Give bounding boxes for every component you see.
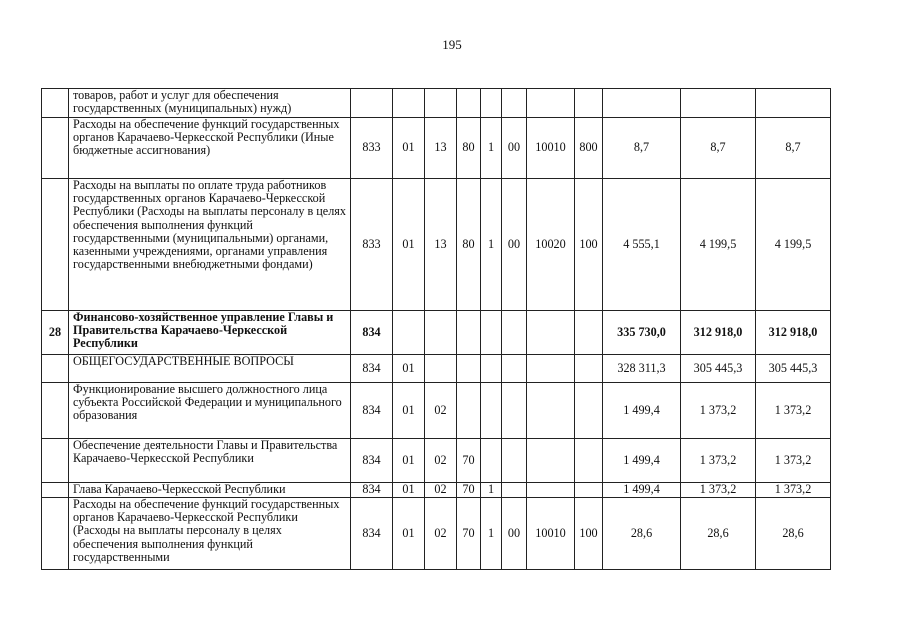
row-number-cell	[42, 498, 69, 570]
table-row	[42, 179, 831, 311]
row-name-cell: Расходы на обеспечение функций государственных органов Карачаево-Черкесской Республики (Расходы на выплаты персоналу в целях обеспечения выполнения функций государственными	[69, 498, 351, 570]
amount-year-2-cell: 1 373,2	[681, 383, 756, 439]
amount-year-1-cell: 1 499,4	[603, 439, 681, 483]
row-name-cell: Глава Карачаево-Черкесской Республики	[69, 483, 351, 498]
expense-type-cell: 800	[575, 118, 603, 179]
row-number-cell	[42, 179, 69, 311]
activity-code-cell	[502, 355, 527, 383]
direction-code-cell	[527, 355, 575, 383]
section-code-cell: 01	[393, 179, 425, 311]
amount-year-3-cell: 1 373,2	[756, 439, 831, 483]
row-number-cell	[42, 355, 69, 383]
row-number-cell: 28	[42, 311, 69, 355]
subsection-code-cell: 13	[425, 179, 457, 311]
table-row	[42, 483, 831, 498]
page-number: 195	[442, 37, 462, 52]
department-code-cell: 834	[351, 483, 393, 498]
activity-code-cell	[502, 439, 527, 483]
program-code-cell: 80	[457, 118, 481, 179]
subsection-code-cell	[425, 355, 457, 383]
row-name-cell: ОБЩЕГОСУДАРСТВЕННЫЕ ВОПРОСЫ	[69, 355, 351, 383]
activity-code-cell	[502, 311, 527, 355]
expense-type-cell	[575, 311, 603, 355]
department-code-cell: 834	[351, 498, 393, 570]
department-code-cell: 833	[351, 179, 393, 311]
section-code-cell: 01	[393, 118, 425, 179]
table-row	[42, 439, 831, 483]
amount-year-1-cell: 4 555,1	[603, 179, 681, 311]
section-code-cell: 01	[393, 383, 425, 439]
program-code-cell: 70	[457, 483, 481, 498]
amount-year-2-cell: 312 918,0	[681, 311, 756, 355]
amount-year-1-cell: 1 499,4	[603, 483, 681, 498]
direction-code-cell: 10010	[527, 118, 575, 179]
table-row	[42, 118, 831, 179]
direction-code-cell	[527, 483, 575, 498]
activity-code-cell: 00	[502, 498, 527, 570]
expense-type-cell	[575, 383, 603, 439]
direction-code-cell	[527, 383, 575, 439]
table-row	[42, 383, 831, 439]
direction-code-cell: 10010	[527, 498, 575, 570]
expense-type-cell: 100	[575, 498, 603, 570]
amount-year-1-cell: 1 499,4	[603, 383, 681, 439]
department-code-cell: 834	[351, 355, 393, 383]
subsection-code-cell: 02	[425, 483, 457, 498]
amount-year-2-cell: 1 373,2	[681, 483, 756, 498]
table-row	[42, 311, 831, 355]
expense-type-cell	[575, 439, 603, 483]
activity-code-cell: 00	[502, 179, 527, 311]
activity-code-cell	[502, 89, 527, 118]
program-code-cell: 70	[457, 498, 481, 570]
subsection-code-cell	[425, 89, 457, 118]
row-name-cell: Расходы на выплаты по оплате труда работников государственных органов Карачаево-Черкесской Республики (Расходы на выплаты персоналу в целях обеспечения выполнения функций государственными (муниципальными) органами, казенными учреждениями, органами управления государственными внебюджетными фондами)	[69, 179, 351, 311]
department-code-cell: 834	[351, 311, 393, 355]
department-code-cell: 833	[351, 118, 393, 179]
program-code-cell	[457, 355, 481, 383]
subprogram-code-cell	[481, 89, 502, 118]
subsection-code-cell: 02	[425, 383, 457, 439]
amount-year-3-cell: 28,6	[756, 498, 831, 570]
section-code-cell: 01	[393, 355, 425, 383]
program-code-cell: 80	[457, 179, 481, 311]
amount-year-2-cell: 28,6	[681, 498, 756, 570]
amount-year-2-cell: 305 445,3	[681, 355, 756, 383]
row-number-cell	[42, 483, 69, 498]
amount-year-1-cell: 328 311,3	[603, 355, 681, 383]
table-body	[42, 89, 831, 570]
amount-year-3-cell: 1 373,2	[756, 483, 831, 498]
amount-year-3-cell: 1 373,2	[756, 383, 831, 439]
amount-year-1-cell: 335 730,0	[603, 311, 681, 355]
budget-table	[41, 88, 831, 570]
table-row	[42, 355, 831, 383]
section-code-cell: 01	[393, 439, 425, 483]
expense-type-cell	[575, 89, 603, 118]
direction-code-cell	[527, 89, 575, 118]
subprogram-code-cell	[481, 439, 502, 483]
subprogram-code-cell	[481, 383, 502, 439]
amount-year-3-cell	[756, 89, 831, 118]
program-code-cell	[457, 89, 481, 118]
program-code-cell	[457, 311, 481, 355]
row-number-cell	[42, 89, 69, 118]
section-code-cell: 01	[393, 498, 425, 570]
department-code-cell: 834	[351, 383, 393, 439]
expense-type-cell	[575, 483, 603, 498]
row-name-cell: Финансово-хозяйственное управление Главы и Правительства Карачаево-Черкесской Республики	[69, 311, 351, 355]
amount-year-3-cell: 4 199,5	[756, 179, 831, 311]
subprogram-code-cell: 1	[481, 483, 502, 498]
row-number-cell	[42, 383, 69, 439]
row-name-cell: Обеспечение деятельности Главы и Правительства Карачаево-Черкесской Республики	[69, 439, 351, 483]
subprogram-code-cell: 1	[481, 118, 502, 179]
row-number-cell	[42, 439, 69, 483]
amount-year-1-cell: 8,7	[603, 118, 681, 179]
subsection-code-cell: 13	[425, 118, 457, 179]
subsection-code-cell: 02	[425, 439, 457, 483]
section-code-cell	[393, 89, 425, 118]
subsection-code-cell	[425, 311, 457, 355]
amount-year-2-cell: 8,7	[681, 118, 756, 179]
subprogram-code-cell: 1	[481, 179, 502, 311]
expense-type-cell: 100	[575, 179, 603, 311]
direction-code-cell: 10020	[527, 179, 575, 311]
amount-year-3-cell: 8,7	[756, 118, 831, 179]
subsection-code-cell: 02	[425, 498, 457, 570]
amount-year-3-cell: 312 918,0	[756, 311, 831, 355]
subprogram-code-cell	[481, 311, 502, 355]
program-code-cell	[457, 383, 481, 439]
amount-year-1-cell: 28,6	[603, 498, 681, 570]
activity-code-cell	[502, 383, 527, 439]
department-code-cell	[351, 89, 393, 118]
department-code-cell: 834	[351, 439, 393, 483]
table-row	[42, 498, 831, 570]
row-name-cell: Расходы на обеспечение функций государственных органов Карачаево-Черкесской Республики (Иные бюджетные ассигнования)	[69, 118, 351, 179]
activity-code-cell: 00	[502, 118, 527, 179]
row-number-cell	[42, 118, 69, 179]
amount-year-2-cell	[681, 89, 756, 118]
activity-code-cell	[502, 483, 527, 498]
expense-type-cell	[575, 355, 603, 383]
section-code-cell: 01	[393, 483, 425, 498]
table-row	[42, 89, 831, 118]
subprogram-code-cell: 1	[481, 498, 502, 570]
amount-year-1-cell	[603, 89, 681, 118]
section-code-cell	[393, 311, 425, 355]
program-code-cell: 70	[457, 439, 481, 483]
direction-code-cell	[527, 439, 575, 483]
row-name-cell: товаров, работ и услуг для обеспечения государственных (муниципальных) нужд)	[69, 89, 351, 118]
subprogram-code-cell	[481, 355, 502, 383]
row-name-cell: Функционирование высшего должностного лица субъекта Российской Федерации и муниципального образования	[69, 383, 351, 439]
amount-year-2-cell: 1 373,2	[681, 439, 756, 483]
amount-year-3-cell: 305 445,3	[756, 355, 831, 383]
direction-code-cell	[527, 311, 575, 355]
amount-year-2-cell: 4 199,5	[681, 179, 756, 311]
